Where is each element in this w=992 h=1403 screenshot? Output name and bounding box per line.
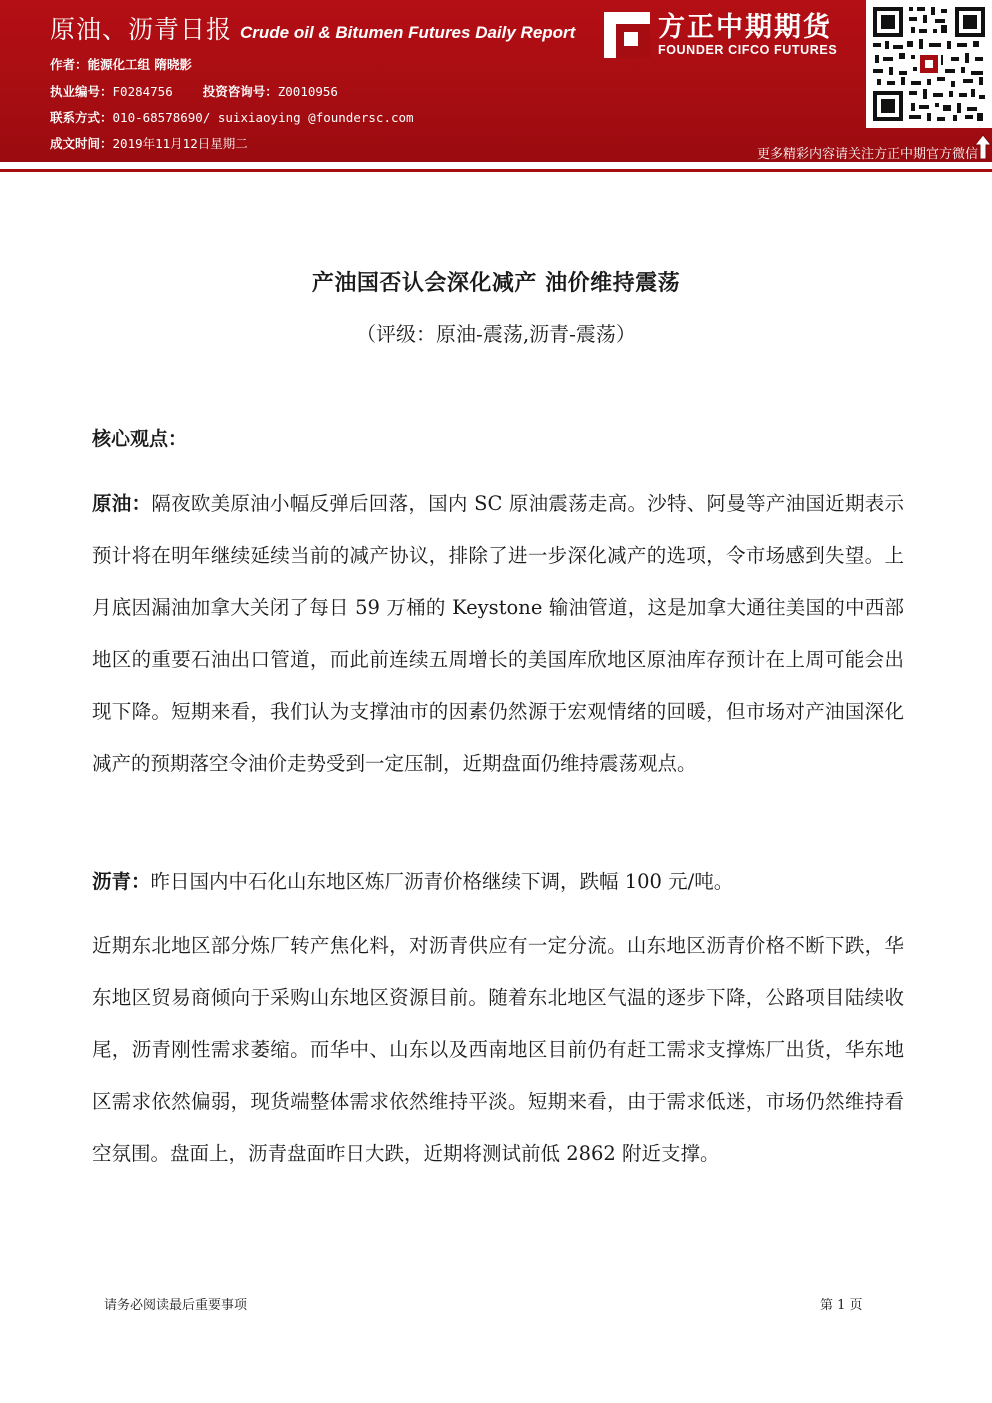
section-heading: 核心观点： — [92, 428, 188, 450]
report-title-cn: 原油、沥青日报 — [50, 15, 233, 44]
follow-wechat-text: 更多精彩内容请关注方正中期官方微信 — [756, 147, 978, 162]
author-value: 能源化工组 隋晓影 — [87, 57, 192, 72]
rating-line: （评级：原油-震荡,沥青-震荡） — [356, 322, 636, 346]
crude-oil-lead: 原油 — [92, 492, 132, 515]
report-title — [50, 10, 575, 44]
license-value: F0284756 — [112, 84, 173, 99]
page-number: 第 1 页 — [820, 1298, 863, 1313]
document-title: 产油国否认会深化减产 油价维持震荡 — [311, 271, 681, 296]
qr-code-icon — [871, 5, 987, 123]
crude-oil-paragraph — [92, 478, 904, 790]
crude-oil-colon: ： — [131, 492, 152, 515]
contact-line — [50, 108, 414, 126]
header-divider — [0, 169, 992, 172]
footer-disclaimer: 请务必阅读最后重要事项 — [104, 1298, 248, 1313]
arrow-up-icon — [974, 133, 992, 161]
author-line — [50, 55, 192, 73]
bitumen-colon: ： — [131, 870, 151, 893]
license-line — [50, 82, 338, 100]
crude-oil-text: 隔夜欧美原油小幅反弹后回落，国内 SC 原油震荡走高。沙特、阿曼等产油国近期表示预计将在明年继续延续当前的减产协议，排除了进一步深化减产的选项，令市场感到失望。上月底因漏油加拿大关闭了每日 59 万桶的 Keystone 输油管道，这是加拿大通往美国的中西部地区的重要石油出口管道，而此前连续五周增长的美国库欣地区原油库存预计在上周可能会出现下降。短期来看，我们认为支撑油市的因素仍然源于宏观情绪的回暖，但市场对产油国深化减产的预期落空令油价走势受到一定压制，近期盘面仍维持震荡观点。 — [92, 492, 904, 775]
bitumen-lead: 沥青 — [92, 870, 132, 893]
logo-text-en: FOUNDER CIFCO FUTURES — [658, 43, 838, 57]
bitumen-paragraph — [92, 856, 904, 908]
consult-value: Z0010956 — [277, 84, 338, 99]
logo-mark-icon — [604, 12, 650, 58]
company-logo — [604, 10, 860, 60]
bitumen-text: 昨日国内中石化山东地区炼厂沥青价格继续下调，跌幅 100 元/吨。 — [150, 870, 734, 893]
date-label: 成文时间： — [50, 136, 113, 151]
logo-text-cn: 方正中期期货 — [658, 12, 832, 43]
wechat-qr-code[interactable] — [866, 0, 992, 128]
contact-label: 联系方式： — [50, 110, 113, 125]
report-header — [0, 0, 992, 162]
date-line — [50, 134, 248, 152]
consult-label: 投资咨询号： — [202, 84, 278, 99]
bitumen-detail-paragraph: 近期东北地区部分炼厂转产焦化料，对沥青供应有一定分流。山东地区沥青价格不断下跌，华东地区贸易商倾向于采购山东地区资源目前。随着东北地区气温的逐步下降，公路项目陆续收尾，沥青刚性需求萎缩。而华中、山东以及西南地区目前仍有赶工需求支撑炼厂出货，华东地区需求依然偏弱，现货端整体需求依然维持平淡。短期来看，由于需求低迷，市场仍然维持看空氛围。盘面上，沥青盘面昨日大跌，近期将测试前低 2862 附近支撑。 — [92, 934, 904, 1165]
report-title-en: Crude oil & Bitumen Futures Daily Report — [240, 23, 576, 42]
contact-value[interactable]: 010-68578690/ suixiaoying @foundersc.com — [112, 110, 414, 125]
license-label: 执业编号： — [50, 84, 113, 99]
author-label: 作者： — [50, 57, 88, 72]
date-value: 2019年11月12日星期二 — [112, 136, 248, 151]
